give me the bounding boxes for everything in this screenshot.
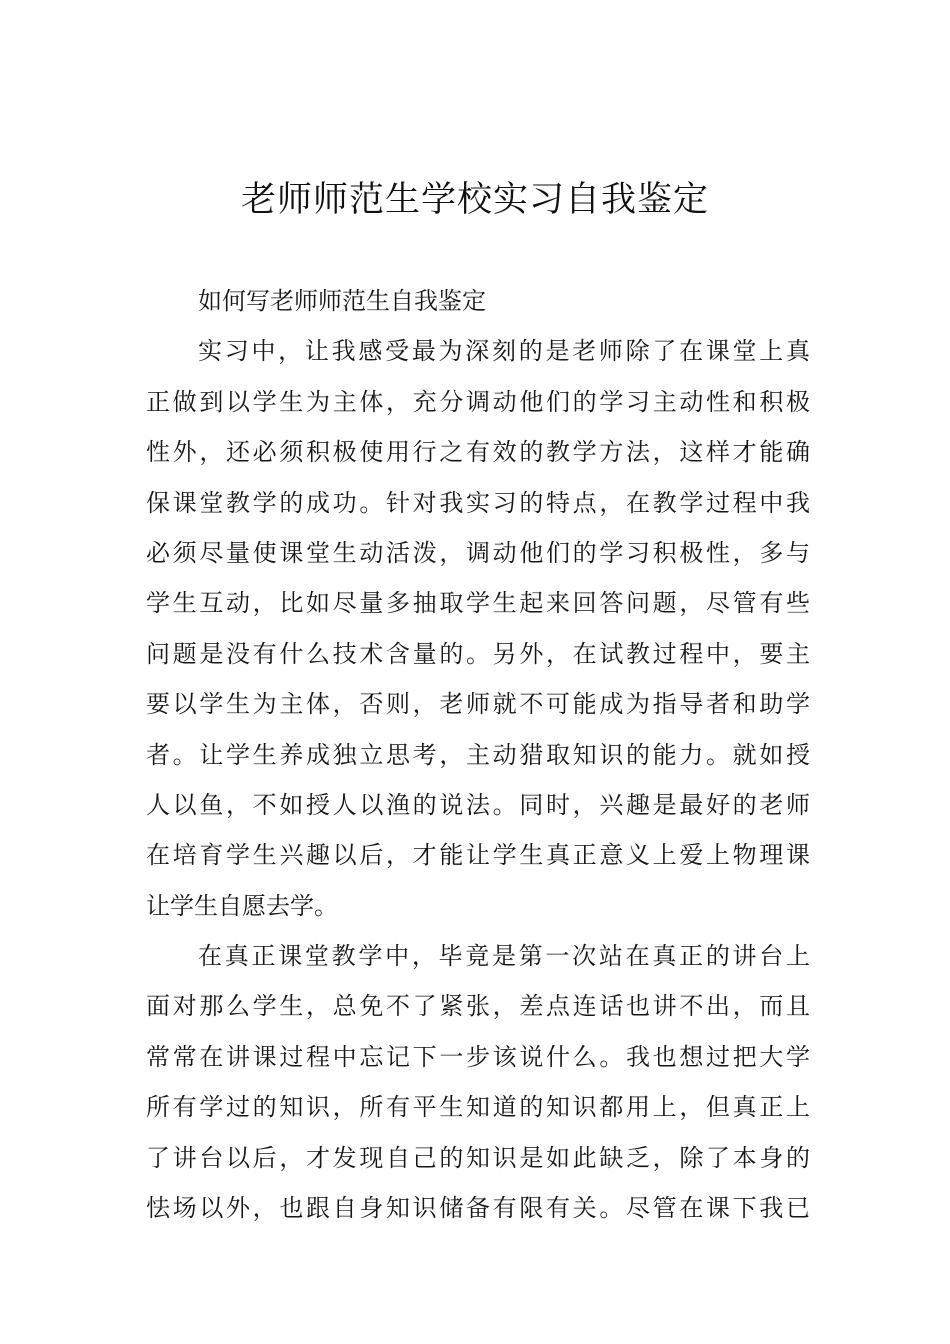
paragraph-line: 常常在讲课过程中忘记下一步该说什么。我也想过把大学	[146, 1042, 810, 1071]
paragraph-line: 在培育学生兴趣以后，才能让学生真正意义上爱上物理课	[146, 841, 810, 870]
paragraph-line: 在真正课堂教学中，毕竟是第一次站在真正的讲台上	[198, 942, 810, 971]
paragraph-line: 让学生自愿去学。	[146, 891, 338, 920]
paragraph-line: 所有学过的知识，所有平生知道的知识都用上，但真正上	[146, 1093, 810, 1122]
document-subtitle: 如何写老师师范生自我鉴定	[198, 287, 486, 315]
paragraph-line: 问题是没有什么技术含量的。另外，在试教过程中，要主	[146, 639, 810, 668]
paragraph-line: 了讲台以后，才发现自己的知识是如此缺乏，除了本身的	[146, 1143, 810, 1172]
paragraph-line: 者。让学生养成独立思考，主动猎取知识的能力。就如授	[146, 740, 810, 769]
paragraph-line: 学生互动，比如尽量多抽取学生起来回答问题，尽管有些	[146, 589, 810, 618]
paragraph-line: 要以学生为主体，否则，老师就不可能成为指导者和助学	[146, 690, 810, 719]
paragraph-line: 性外，还必须积极使用行之有效的教学方法，这样才能确	[146, 438, 810, 467]
paragraph-line: 正做到以学生为主体，充分调动他们的学习主动性和积极	[146, 387, 810, 416]
paragraph-line: 必须尽量使课堂生动活泼，调动他们的学习积极性，多与	[146, 538, 810, 567]
paragraph-line: 怯场以外，也跟自身知识储备有限有关。尽管在课下我已	[146, 1194, 810, 1223]
paragraph-line: 保课堂教学的成功。针对我实习的特点，在教学过程中我	[146, 488, 810, 517]
paragraph-line: 实习中，让我感受最为深刻的是老师除了在课堂上真	[198, 337, 810, 366]
document-body	[146, 276, 810, 1233]
document-title: 老师师范生学校实习自我鉴定	[240, 180, 709, 220]
paragraph-line: 面对那么学生，总免不了紧张，差点连话也讲不出，而且	[146, 992, 810, 1021]
paragraph-line: 人以鱼，不如授人以渔的说法。同时，兴趣是最好的老师	[146, 790, 810, 819]
